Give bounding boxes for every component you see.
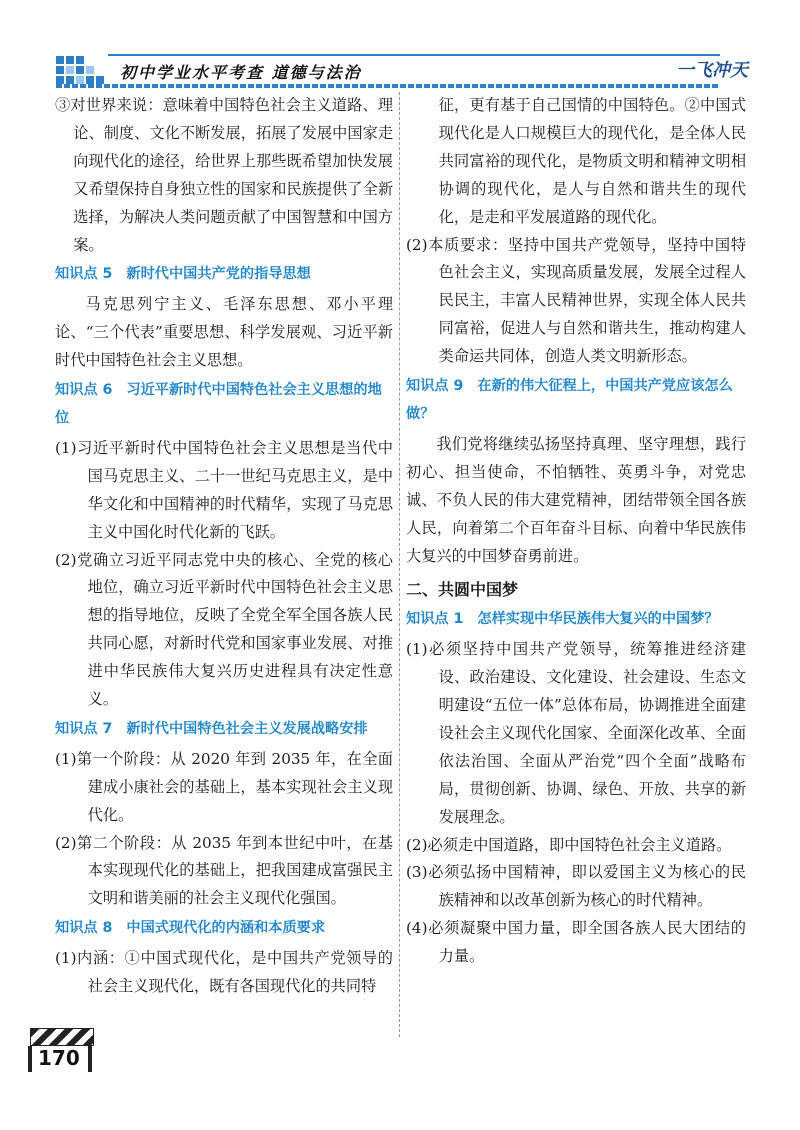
list-item: (1)习近平新时代中国特色社会主义思想是当代中国马克思主义、二十一世纪马克思主义，是中华文化和中国精神的时代精华，实现了马克思主义中国化时代化新的飞跃。 (55, 438, 393, 541)
knowledge-point-title: 中国式现代化的内涵和本质要求 (126, 920, 326, 937)
knowledge-point-title: 怎样实现中华民族伟大复兴的中国梦？ (477, 611, 719, 628)
knowledge-point-number: 知识点 5 (55, 266, 113, 283)
knowledge-point-title: 习近平新时代中国特色社会主义思想的地位 (55, 382, 382, 426)
header-rule-bottom (56, 84, 720, 88)
list-item: (2)第二个阶段：从 2035 年到本世纪中叶，在基本实现现代化的基础上，把我国建成富强民主文明和谐美丽的社会主义现代化强国。 (55, 833, 393, 908)
page-number-badge (26, 1028, 96, 1080)
knowledge-point-heading (55, 261, 393, 289)
list-item: (1)第一个阶段：从 2020 年到 2035 年，在全面建成小康社会的基础上，基本实现社会主义现代化。 (55, 749, 393, 824)
list-item: (2)党确立习近平同志党中央的核心、全党的核心地位，确立习近平新时代中国特色社会主义思想的指导地位，反映了全党全军全国各族人民共同心愿，对新时代党和国家事业发展、对推进中华民族伟大复兴历史进程具有决定性意义。 (55, 550, 393, 709)
clapboard-stripes-icon (30, 1028, 94, 1046)
badge-right-leg (88, 1046, 92, 1072)
page-header (0, 50, 800, 90)
knowledge-point-heading (55, 915, 393, 943)
left-column (55, 92, 393, 1001)
knowledge-point-number: 知识点 1 (406, 611, 464, 628)
knowledge-point-heading (55, 377, 393, 433)
list-item: (1)必须坚持中国共产党领导，统筹推进经济建设、政治建设、文化建设、社会建设、生态文明建设“五位一体”总体布局，协调推进全面建设社会主义现代化国家、全面深化改革、全面依法治国、全面从严治党“四个全面”战略布局，贯彻创新、协调、绿色、开放、共享的新发展理念。 (406, 640, 746, 826)
paragraph: 征，更有基于自己国情的中国特色。②中国式现代化是人口规模巨大的现代化，是全体人民共同富裕的现代化，是物质文明和精神文明相协调的现代化，是人与自然和谐共生的现代化，是走和平发展道路的现代化。 (438, 96, 746, 226)
paragraph: ③对世界来说：意味着中国特色社会主义道路、理论、制度、文化不断发展，拓展了发展中国家走向现代化的途径，给世界上那些既希望加快发展又希望保持自身独立性的国家和民族提供了全新选择，为解决人类问题贡献了中国智慧和中国方案。 (55, 96, 393, 254)
page-number: 170 (38, 1046, 80, 1070)
knowledge-point-title: 新时代中国特色社会主义发展战略安排 (126, 720, 368, 737)
knowledge-point-title: 在新的伟大征程上，中国共产党应该怎么做？ (406, 378, 733, 422)
right-column (406, 92, 746, 971)
knowledge-point-number: 知识点 8 (55, 920, 113, 937)
column-divider (399, 92, 400, 1037)
list-item: (4)必须凝聚中国力量，即全国各族人民大团结的力量。 (406, 919, 746, 966)
section-heading: 二、共圆中国梦 (406, 580, 519, 600)
brand-logo: 一飞冲天 (676, 60, 748, 81)
paragraph: 马克思列宁主义、毛泽东思想、邓小平理论、“三个代表”重要思想、科学发展观、习近平新时代中国特色社会主义思想。 (55, 295, 393, 370)
header-rule-top (108, 54, 720, 56)
knowledge-point-number: 知识点 6 (55, 382, 113, 399)
list-item: (3)必须弘扬中国精神，即以爱国主义为核心的民族精神和以改革创新为核心的时代精神。 (406, 863, 746, 910)
badge-left-leg (28, 1046, 32, 1072)
list-item: (2)必须走中国道路，即中国特色社会主义道路。 (406, 835, 732, 854)
knowledge-point-heading (55, 716, 393, 744)
header-title: 初中学业水平考查 道德与法治 (120, 63, 362, 82)
knowledge-point-heading (406, 606, 746, 634)
list-item: (1)内涵：①中国式现代化，是中国共产党领导的社会主义现代化，既有各国现代化的共同特 (55, 949, 393, 996)
knowledge-point-number: 知识点 9 (406, 378, 464, 395)
list-item: (2)本质要求：坚持中国共产党领导，坚持中国特色社会主义，实现高质量发展，发展全过程人民民主，丰富人民精神世界，实现全体人民共同富裕，促进人与自然和谐共生，推动构建人类命运共同体，创造人类文明新形态。 (406, 235, 746, 366)
knowledge-point-number: 知识点 7 (55, 720, 113, 737)
knowledge-point-heading (406, 373, 746, 429)
paragraph: 我们党将继续弘扬坚持真理、坚守理想，践行初心、担当使命，不怕牺牲、英勇斗争，对党忠诚、不负人民的伟大建党精神，团结带领全国各族人民，向着第二个百年奋斗目标、向着中华民族伟大复兴的中国梦奋勇前进。 (406, 434, 746, 565)
knowledge-point-title: 新时代中国共产党的指导思想 (126, 266, 311, 283)
header-grid-decoration (56, 56, 110, 86)
